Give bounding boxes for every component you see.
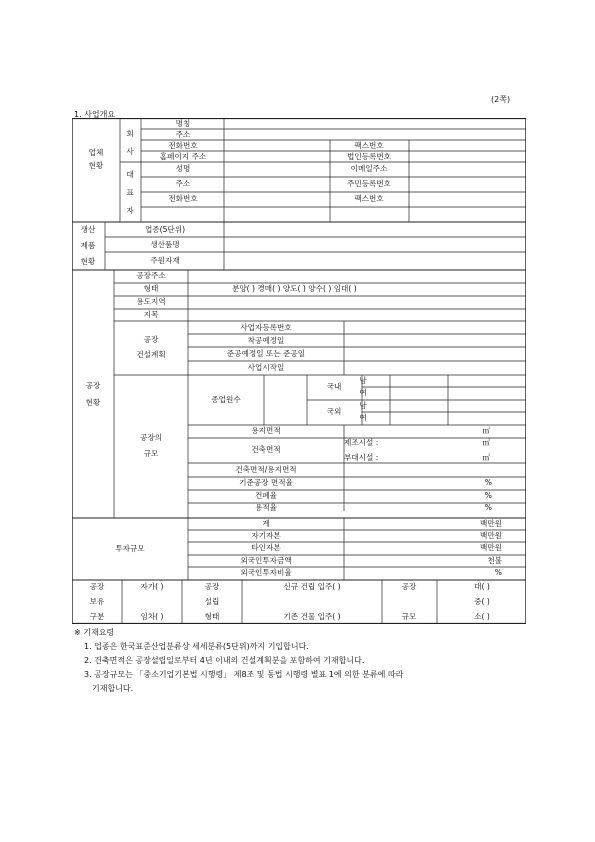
form-options: 분양( ) 경매( ) 양도( ) 양수( ) 임대( ) <box>232 284 357 294</box>
production-label-1: 생산 <box>80 225 96 235</box>
invest-unit-equity: 백만원 <box>479 531 502 541</box>
hoesa-char-2: 사 <box>126 147 134 157</box>
label-standard-ratio: 기준공장 면적율 <box>239 478 293 488</box>
label-male-foreign: 남 <box>359 401 367 411</box>
invest-row-foreign-ratio: 외국인투자비율 <box>240 568 292 578</box>
label-product: 생산품명 <box>150 240 180 250</box>
label-corp-reg-no: 법인등록번호 <box>346 152 392 162</box>
business-overview-table <box>72 118 526 624</box>
factory-label-2: 현황 <box>85 398 101 408</box>
invest-row-foreign-amount: 외국인투자금액 <box>240 556 292 566</box>
label-form: 형태 <box>143 284 159 294</box>
invest-unit-debt: 백만원 <box>479 543 502 553</box>
investment-label: 투자규모 <box>115 544 145 554</box>
label-factory-address: 공장주소 <box>136 271 166 281</box>
instructions <box>74 626 403 696</box>
label-rep-fax: 팩스번호 <box>354 194 384 204</box>
rep-char-1: 대 <box>126 170 134 180</box>
unit-standard-ratio: % <box>484 478 492 488</box>
rep-char-2: 표 <box>126 188 134 198</box>
label-industry: 업종(5단위) <box>144 225 186 235</box>
label-building-land-ratio: 건축면적/용지면적 <box>235 465 297 475</box>
company-group-label: 업체현황 <box>88 148 104 170</box>
unit-coverage-ratio: % <box>484 491 492 501</box>
production-label-2: 제품 <box>80 241 96 251</box>
existing-building-option: 기존 건물 입주( ) <box>283 612 341 622</box>
label-rep-address: 주소 <box>175 179 191 189</box>
scale-label-1: 공장의 <box>139 433 163 443</box>
label-name: 명칭 <box>175 119 191 129</box>
label-material: 주원자재 <box>150 256 180 266</box>
label-biz-reg-no: 사업자등록번호 <box>240 323 292 333</box>
label-rep-name: 성명 <box>175 164 191 174</box>
label-female-foreign: 여 <box>359 413 367 423</box>
ownership-label-2: 보유 <box>89 597 105 607</box>
scale-bottom-label-1: 공장 <box>401 582 417 592</box>
invest-unit-total: 백만원 <box>479 519 502 529</box>
instruction-item-2: 2. 건축면적은 공장설립일로부터 4년 이내의 건설계획분을 포함하여 기재합니다. <box>84 656 365 665</box>
label-resident-reg-no: 주민등록번호 <box>346 179 392 189</box>
plan-label-1: 공장 <box>143 335 159 345</box>
label-start-date: 착공예정일 <box>247 336 285 346</box>
establish-label-3: 형태 <box>204 612 220 622</box>
label-employees: 종업원수 <box>211 395 241 405</box>
instruction-item-3: 3. 공장규모는 「중소기업기본법 시행령」 제8조 및 동법 시행령 별표 1에 의한 분류에 따라 <box>84 670 404 679</box>
rep-char-3: 자 <box>126 206 134 216</box>
label-zoning: 용도지역 <box>136 297 166 307</box>
new-building-option: 신규 건립 입주( ) <box>283 582 341 592</box>
label-coverage-ratio: 건폐율 <box>254 491 278 501</box>
label-foreign: 국외 <box>326 407 342 417</box>
unit-auxiliary: ㎡ <box>482 453 490 463</box>
label-manufacturing: 제조시설 : <box>344 438 379 448</box>
instruction-item-3-continued: 기재합니다. <box>92 684 134 693</box>
medium-option: 중( ) <box>474 597 490 607</box>
unit-floor-area-ratio: % <box>484 503 492 513</box>
rent-option: 임차( ) <box>140 612 164 622</box>
own-option: 자가( ) <box>140 582 164 592</box>
instructions-title: ※ 기재요령 <box>74 628 115 637</box>
ownership-label-1: 공장 <box>89 582 105 592</box>
label-auxiliary: 부대시설 : <box>344 453 379 463</box>
invest-unit-foreign-ratio: % <box>494 568 502 578</box>
label-address: 주소 <box>175 130 191 140</box>
label-domestic: 국내 <box>326 382 342 392</box>
factory-label-1: 공장 <box>85 381 101 391</box>
invest-row-debt: 타인자본 <box>251 543 281 553</box>
unit-land-area: ㎡ <box>482 426 490 436</box>
label-fax: 팩스번호 <box>354 141 384 151</box>
large-option: 대( ) <box>474 582 490 592</box>
invest-row-equity: 자기자본 <box>251 531 281 541</box>
label-homepage: 홈페이지 주소 <box>159 152 207 162</box>
establish-label-2: 설립 <box>204 597 220 607</box>
small-option: 소( ) <box>474 612 490 622</box>
label-phone: 전화번호 <box>168 141 198 151</box>
production-label-3: 현황 <box>80 257 96 267</box>
invest-unit-foreign-amount: 천불 <box>487 556 502 566</box>
label-floor-area-ratio: 용적율 <box>254 503 278 513</box>
unit-manufacturing: ㎡ <box>482 438 490 448</box>
scale-label-2: 규모 <box>143 449 159 459</box>
label-male-domestic: 남 <box>359 376 367 386</box>
section-title: 1. 사업개요 <box>74 110 116 119</box>
page-number: (2쪽) <box>491 95 511 104</box>
label-email: 이메일주소 <box>350 164 388 174</box>
label-rep-phone: 전화번호 <box>168 194 198 204</box>
label-land-category: 지목 <box>143 310 159 320</box>
establish-label-1: 공장 <box>204 582 220 592</box>
label-building-area: 건축면적 <box>251 445 281 455</box>
hoesa-char-1: 회 <box>126 129 134 139</box>
label-female-domestic: 여 <box>359 388 367 398</box>
scale-bottom-label-3: 규모 <box>401 612 417 622</box>
invest-row-total: 계 <box>262 519 270 529</box>
plan-label-2: 건설계획 <box>136 350 166 360</box>
label-completion-date: 준공예정일 또는 준공일 <box>226 349 306 359</box>
label-land-area: 용지면적 <box>251 426 281 436</box>
instruction-item-1: 1. 업종은 한국표준산업분류상 세세분류(5단위)까지 기입합니다. <box>84 642 309 651</box>
ownership-label-3: 구분 <box>89 612 105 622</box>
label-business-start: 사업시작일 <box>247 363 285 373</box>
